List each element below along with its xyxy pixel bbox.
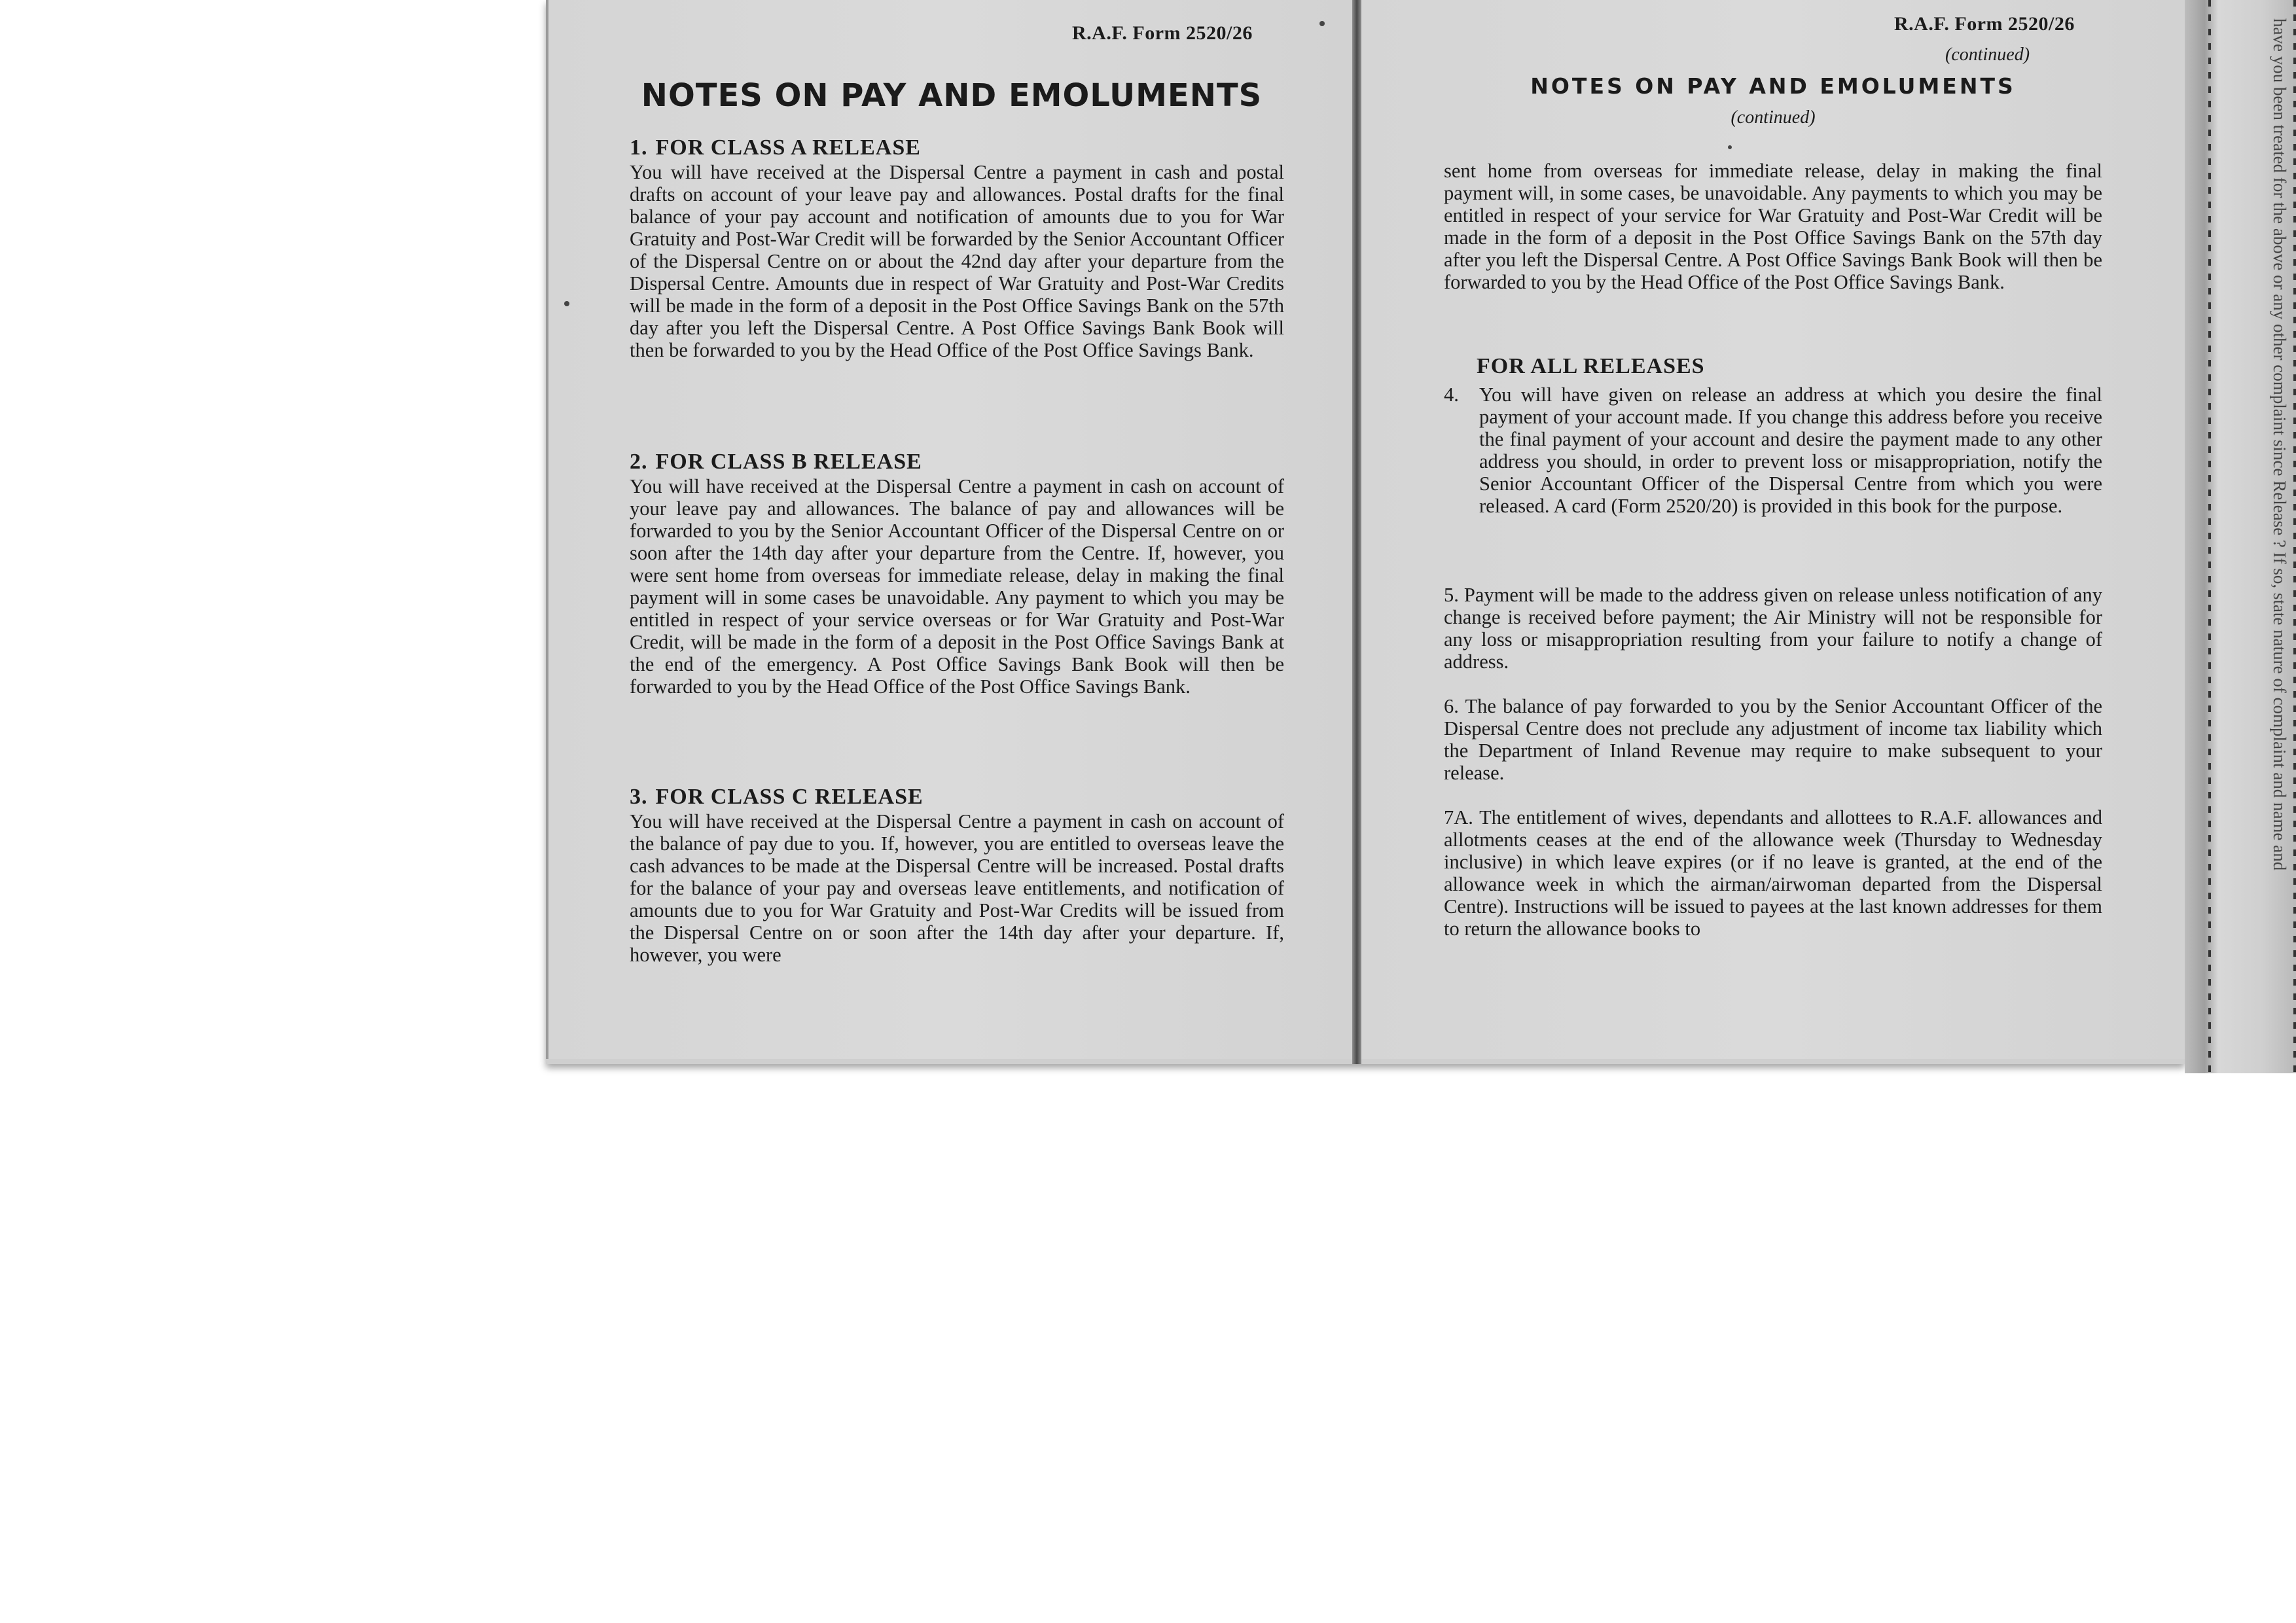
section-heading	[630, 784, 1284, 810]
section-number: 2.	[630, 450, 648, 474]
section-text: You will have received at the Dispersal Centre a payment in cash on account of your leave pay and allowances. The balance of pay and allowances will be forwarded to you by the Senior Accountant Officer of the Dispersal Centre on or soon after the 14th day after your departure from the Centre. If, however, you were sent home from overseas for immediate release, delay in making the final payment will in some cases be unavoidable. Any payment to which you may be entitled in respect of your service overseas or for War Gratuity and Post-War Credit, will be made in the form of a deposit in the Post Office Savings Bank at the end of the emergency. A Post Office Savings Bank Book will then be forwarded to you by the Head Office of the Post Office Savings Bank.	[630, 475, 1284, 698]
speck-mark	[1319, 21, 1325, 26]
perforation-line	[2208, 0, 2211, 1073]
item-text: You will have given on release an address at which you desire the final payment of your account made. If you change this address before you receive the final payment of your account and desire the payment made to any other address you should, in order to prevent loss or misappropriation, notify the Senior Accountant Officer of the Dispersal Centre from which you were released. A card (Form 2520/20) is provided in this book for the purpose.	[1479, 383, 2102, 517]
all-releases-heading-block	[1477, 353, 2102, 380]
item-number: 7A.	[1444, 806, 1473, 829]
item-number: 6.	[1444, 695, 1459, 717]
left-page	[546, 0, 1355, 1059]
next-page-edge	[2185, 0, 2296, 1073]
section-number: 3.	[630, 785, 648, 809]
form-reference: R.A.F. Form 2520/26	[1072, 22, 1253, 44]
right-page	[1361, 0, 2185, 1059]
page-title: NOTES ON PAY AND EMOLUMENTS	[1530, 73, 2016, 99]
item-4	[1444, 383, 2102, 517]
form-reference-continued: (continued)	[1945, 45, 2030, 65]
perforation-line	[2293, 0, 2296, 1073]
book-gutter	[1352, 0, 1361, 1064]
section-title: FOR CLASS B RELEASE	[655, 450, 922, 474]
item-6	[1444, 695, 2102, 784]
item-5	[1444, 584, 2102, 673]
continuation-paragraph	[1444, 160, 2102, 293]
section-text: You will have received at the Dispersal Centre a payment in cash on account of the balance of pay due to you. If, however, you are entitled to overseas leave the cash advances to be made at the Dispersal Centre will be increased. Postal drafts for the balance of your pay and overseas leave entitlements, and notification of amounts due to you for War Gratuity and Post-War Credits will be issued from the Dispersal Centre on or soon after the 14th day after your departure. If, however, you were	[630, 810, 1284, 966]
section-title: FOR ALL RELEASES	[1477, 354, 1705, 378]
edge-strip-text: have you been treated for the above or any other complaint since Release ? If so, state nature of complaint and name and	[2270, 18, 2289, 871]
item-number: 4.	[1444, 383, 1459, 406]
item-text: The balance of pay forwarded to you by the Senior Accountant Officer of the Dispersal Centre does not preclude any adjustment of income tax liability which the Department of Inland Revenue may require to make subsequent to your release.	[1444, 695, 2102, 784]
page-title: NOTES ON PAY AND EMOLUMENTS	[641, 77, 1263, 114]
item-7a	[1444, 806, 2102, 940]
speck-mark	[1728, 145, 1732, 149]
continuation-text: sent home from overseas for immediate release, delay in making the final payment will, in some cases, be unavoidable. Any payments to which you may be entitled in respect of your service for War Gratuity and Post-War Credit will be made in the form of a deposit in the Post Office Savings Bank on the 57th day after you left the Dispersal Centre. A Post Office Savings Bank Book will then be forwarded to you by the Head Office of the Post Office Savings Bank.	[1444, 160, 2102, 293]
section-number: 1.	[630, 135, 648, 160]
form-reference: R.A.F. Form 2520/26	[1894, 13, 2075, 35]
item-number: 5.	[1444, 584, 1459, 606]
section-class-a	[630, 135, 1284, 361]
section-text: You will have received at the Dispersal Centre a payment in cash and postal drafts on account of your leave pay and allowances. Postal drafts for the final balance of your pay account and notification of amounts due to you for War Gratuity and Post-War Credit will be forwarded by the Senior Accountant Officer of the Dispersal Centre on or about the 42nd day after your departure from the Dispersal Centre. Amounts due in respect of War Gratuity and Post-War Credits will be made in the form of a deposit in the Post Office Savings Bank on the 57th day after you left the Dispersal Centre. A Post Office Savings Bank Book will then be forwarded to you by the Head Office of the Post Office Savings Bank.	[630, 161, 1284, 361]
speck-mark	[564, 301, 569, 306]
section-heading	[630, 135, 1284, 161]
section-heading	[630, 449, 1284, 475]
section-title: FOR CLASS A RELEASE	[655, 135, 921, 160]
section-class-b	[630, 449, 1284, 698]
page-title-continued: (continued)	[1731, 107, 1816, 128]
section-title: FOR CLASS C RELEASE	[655, 785, 924, 809]
item-text: Payment will be made to the address given on release unless notification of any change is received before payment; the Air Ministry will not be responsible for any loss or misappropriation resulting from your failure to notify a change of address.	[1444, 584, 2102, 673]
section-class-c	[630, 784, 1284, 966]
item-text: The entitlement of wives, dependants and allottees to R.A.F. allowances and allotments ceases at the end of the allowance week (Thursday to Wednesday inclusive) in which leave expires (or if no leave is granted, at the end of the allowance week in which the airman/airwoman departed from the Dispersal Centre). Instructions will be issued to payees at the last known addresses for them to return the allowance books to	[1444, 806, 2102, 940]
